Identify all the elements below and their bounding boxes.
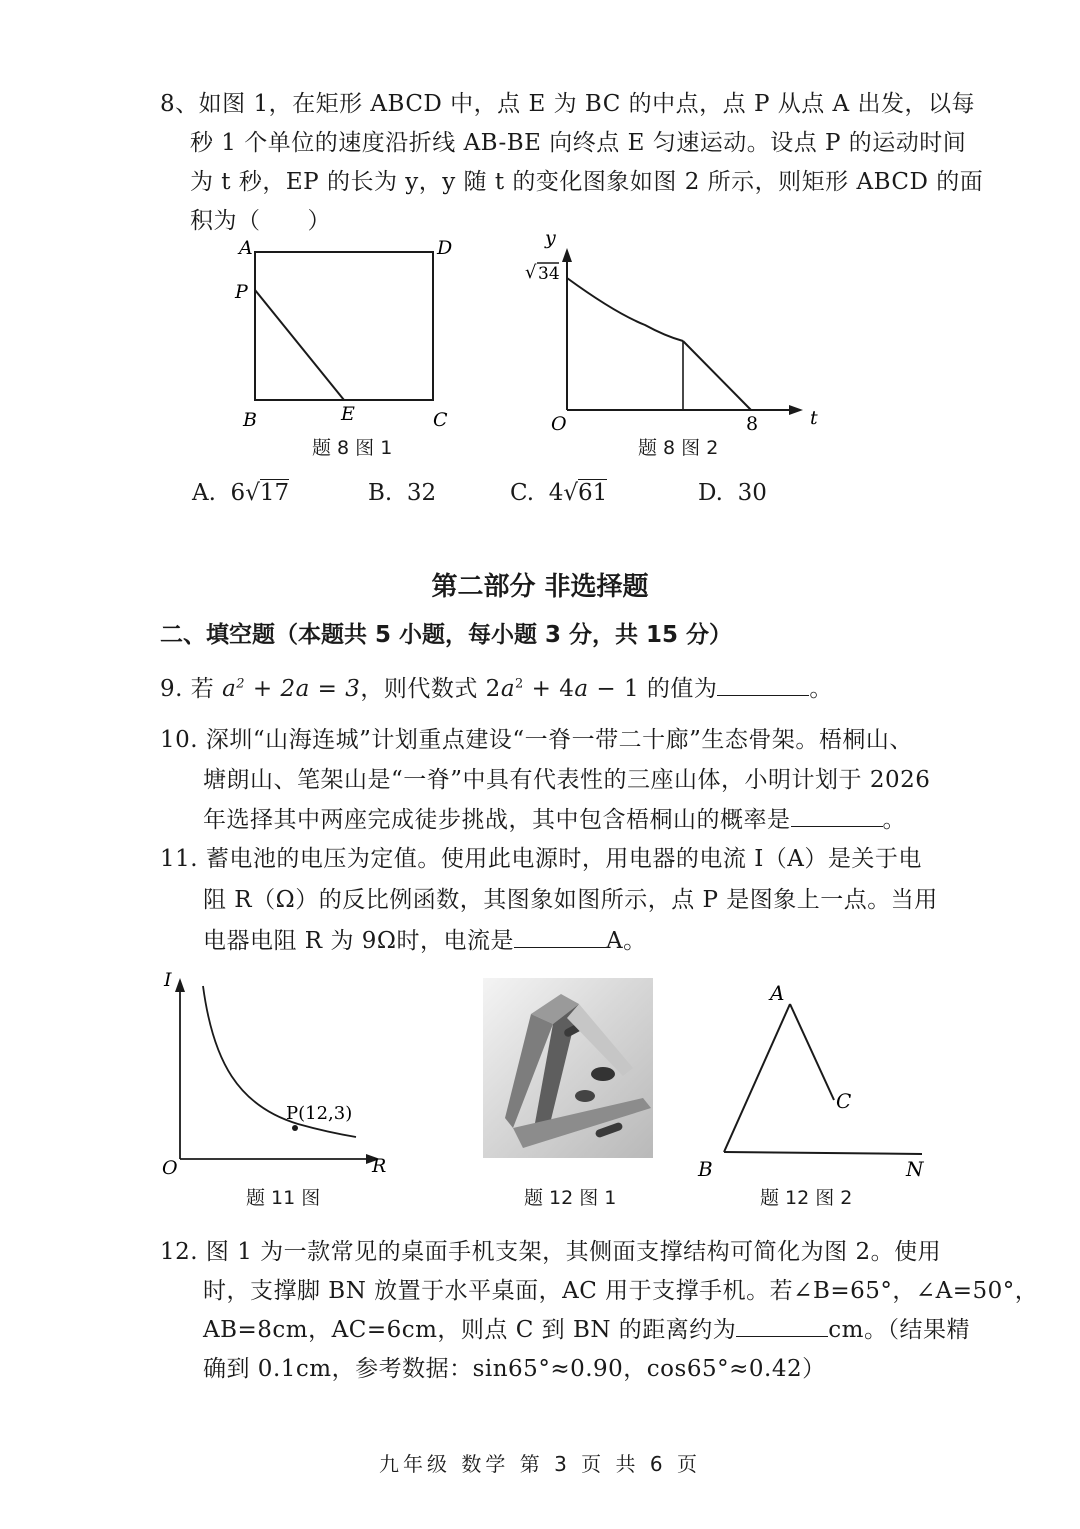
option-c-letter: C.: [510, 480, 535, 506]
q11-line-3-end: A。: [605, 928, 647, 954]
t-axis-arrow: [789, 405, 803, 415]
label-a: A: [239, 237, 253, 259]
q12-line-3: [203, 1311, 970, 1344]
q12-answer-blank[interactable]: [736, 1314, 828, 1337]
segment-ba: [724, 1004, 790, 1152]
segment-bn: [724, 1152, 922, 1154]
phone-stand-illustration: [483, 978, 653, 1158]
q8-figure-2: [525, 228, 825, 438]
option-b-letter: B.: [368, 480, 393, 506]
option-b-value: 32: [406, 480, 437, 506]
q10-line-3: [203, 801, 906, 834]
q9-answer-blank[interactable]: [717, 673, 809, 696]
option-d[interactable]: [698, 480, 767, 506]
y-axis-arrow: [562, 248, 572, 262]
label-o: O: [162, 1157, 178, 1179]
q12-line-3-end: cm。（结果精: [828, 1317, 970, 1343]
label-r: R: [372, 1155, 387, 1177]
q8-figure-1-caption: 题 8 图 1: [312, 437, 393, 459]
q12-line-1: 12. 图 1 为一款常见的桌面手机支架，其侧面支撑结构可简化为图 2。使用: [160, 1239, 942, 1265]
label-c: C: [836, 1089, 852, 1113]
q8-line-4: 积为（ ）: [190, 208, 331, 234]
q12-line-2: 时，支撑脚 BN 放置于水平桌面，AC 用于支撑手机。若∠B=65°，∠A=50°，: [203, 1278, 1039, 1304]
part2-title: 第二部分 非选择题: [431, 572, 649, 602]
option-a-letter: A.: [192, 480, 216, 506]
q11-line-2: 阻 R（Ω）的反比例函数，其图象如图所示，点 P 是图象上一点。当用: [203, 887, 938, 913]
option-d-letter: D.: [698, 480, 723, 506]
label-o: O: [551, 413, 567, 435]
q12-figure-2-caption: 题 12 图 2: [760, 1187, 853, 1209]
option-c[interactable]: [510, 480, 607, 506]
rectangle-abcd: [255, 252, 433, 400]
label-t: t: [810, 407, 818, 429]
label-y: y: [545, 227, 556, 249]
q9-end: 。: [809, 676, 833, 702]
section-fill-in-blank: 二、填空题（本题共 5 小题，每小题 3 分，共 15 分）: [160, 622, 733, 648]
q10-line-3-end: 。: [882, 807, 906, 833]
q11-figure: [158, 966, 398, 1186]
q9-expression: $2a^2 + 4a - 1$: [485, 676, 640, 702]
sqrt-sign: √: [563, 480, 579, 506]
q9-prefix: 9. 若: [160, 676, 215, 702]
label-c: C: [433, 409, 448, 431]
label-p: P: [235, 281, 248, 303]
label-b: B: [698, 1157, 713, 1181]
q8-line-2: 秒 1 个单位的速度沿折线 AB-BE 向终点 E 匀速运动。设点 P 的运动时间: [190, 130, 967, 156]
label-point-p: P(12,3): [286, 1103, 353, 1124]
q10-answer-blank[interactable]: [791, 804, 883, 827]
q11-line-3-text: 电器电阻 R 为 9Ω时，电流是: [203, 928, 514, 954]
option-b[interactable]: [368, 480, 436, 506]
q9-mid: ，则代数式: [360, 676, 478, 702]
option-c-radicand: 61: [578, 480, 608, 506]
label-tick-8: 8: [746, 413, 759, 435]
option-a-coef: 6: [230, 480, 246, 506]
label-e: E: [341, 403, 355, 425]
q10-line-1: 10. 深圳“山海连城”计划重点建设“一脊一带二十廊”生态骨架。梧桐山、: [160, 727, 913, 753]
q12-figure-1-caption: 题 12 图 1: [524, 1187, 617, 1209]
page-footer: 九年级 数学 第 3 页 共 6 页: [379, 1452, 701, 1476]
sqrt-sign: √: [245, 480, 260, 506]
i-axis-arrow: [175, 978, 185, 992]
point-p: [292, 1125, 298, 1131]
label-i: I: [164, 969, 172, 991]
label-a: A: [770, 981, 785, 1005]
segment-pe: [255, 290, 344, 400]
label-sqrt34: 34: [538, 264, 560, 284]
q11-line-1: 11. 蓄电池的电压为定值。使用此电源时，用电器的电流 I（A）是关于电: [160, 846, 922, 872]
label-n: N: [906, 1157, 924, 1181]
q10-line-3-text: 年选择其中两座完成徒步挑战，其中包含梧桐山的概率是: [203, 807, 791, 833]
option-d-value: 30: [737, 480, 767, 506]
option-a-radicand: 17: [259, 480, 290, 506]
q11-line-3: [203, 922, 647, 955]
q8-figure-2-caption: 题 8 图 2: [638, 437, 719, 459]
q8-line-1: 8、如图 1，在矩形 ABCD 中，点 E 为 BC 的中点，点 P 从点 A 出发，以每: [160, 91, 975, 117]
label-b: B: [243, 409, 257, 431]
option-c-coef: 4: [548, 480, 564, 506]
curve-segment: [567, 278, 683, 341]
phone-stand-photo: [483, 978, 653, 1158]
q12-line-4: 确到 0.1cm，参考数据：sin65°≈0.90，cos65°≈0.42）: [203, 1356, 826, 1382]
q11-figure-caption: 题 11 图: [246, 1187, 321, 1209]
q10-line-2: 塘朗山、笔架山是“一脊”中具有代表性的三座山体，小明计划于 2026: [203, 767, 931, 793]
q9-line: [160, 670, 833, 703]
option-a[interactable]: [192, 480, 289, 506]
label-d: D: [437, 237, 453, 259]
sqrt-sign: √: [525, 262, 537, 283]
q12-line-3-text: AB=8cm，AC=6cm，则点 C 到 BN 的距离约为: [203, 1317, 737, 1343]
q11-answer-blank[interactable]: [514, 925, 606, 948]
q8-line-3: 为 t 秒，EP 的长为 y，y 随 t 的变化图象如图 2 所示，则矩形 ABCD 的面: [190, 169, 984, 195]
q12-figure-2: [690, 978, 940, 1188]
q9-condition: $a^2 + 2a = 3$: [222, 676, 361, 702]
linear-segment: [683, 341, 751, 410]
q8-figure-1: [225, 236, 485, 436]
segment-ac: [790, 1004, 834, 1100]
q9-suffix: 的值为: [646, 676, 718, 702]
